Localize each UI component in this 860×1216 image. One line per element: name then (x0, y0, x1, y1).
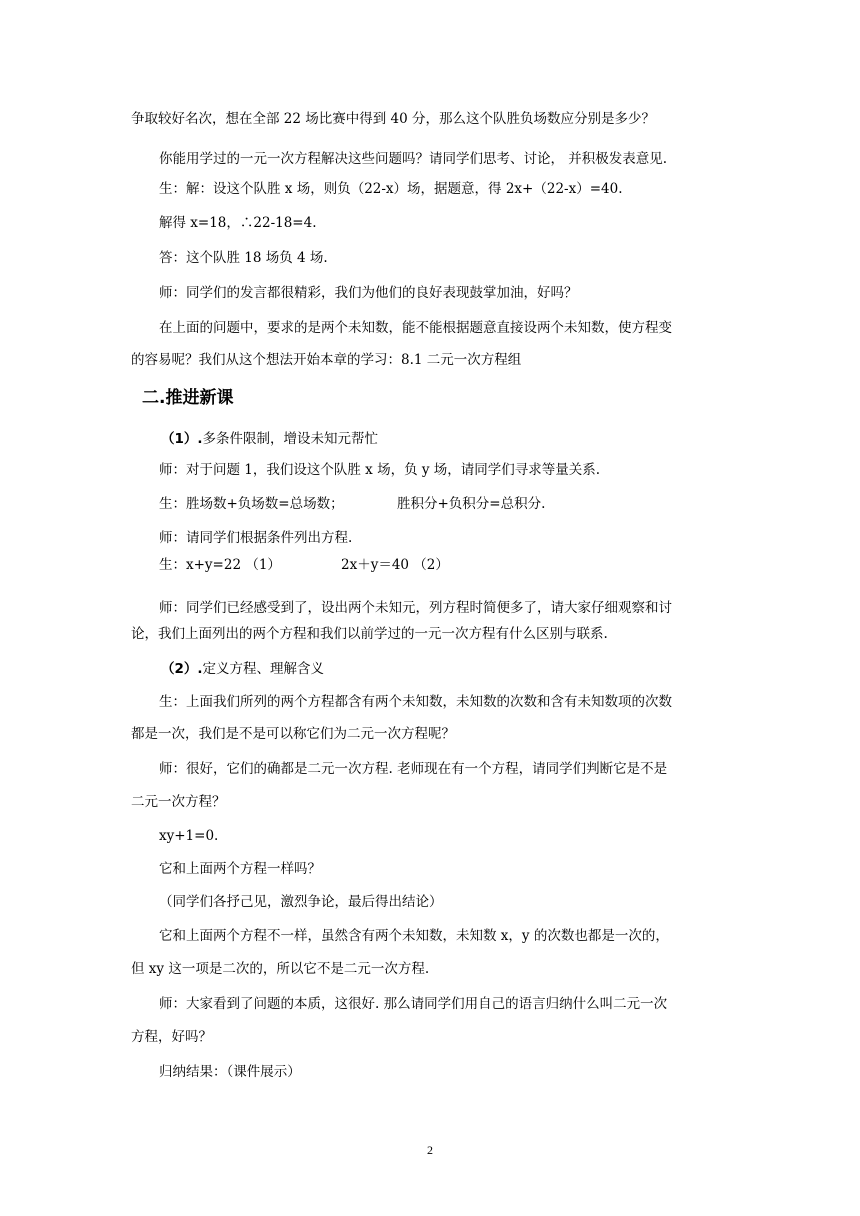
subsection-title: 定义方程、理解含义 (202, 661, 325, 677)
paragraph-line: 生：上面我们所列的两个方程都含有两个未知数，未知数的次数和含有未知数项的次数 (159, 694, 672, 710)
paragraph-line: 师：同学们已经感受到了，设出两个未知元，列方程时简便多了，请大家仔细观察和讨 (159, 600, 672, 616)
paragraph-line: 师：对于问题 1，我们设这个队胜 x 场，负 y 场，请同学们寻求等量关系. (159, 462, 601, 478)
paragraph-line: 归纳结果：（课件展示） (159, 1064, 301, 1080)
equation-line: 生：x+y=22 （1） (159, 557, 281, 573)
page-number: 2 (427, 1143, 433, 1157)
paragraph-line: 二元一次方程？ (131, 794, 226, 810)
paragraph-line: 在上面的问题中，要求的是两个未知数，能不能根据题意直接设两个未知数，使方程变 (159, 320, 672, 336)
paragraph-line: 胜积分+负积分=总积分. (397, 496, 546, 512)
paragraph-line: 都是一次，我们是不是可以称它们为二元一次方程呢？ (131, 726, 455, 742)
paragraph-line: 但 xy 这一项是二次的，所以它不是二元一次方程. (131, 961, 430, 977)
paragraph-line: 你能用学过的一元一次方程解决这些问题吗？请同学们思考、讨论， 并积极发表意见. (159, 151, 668, 167)
paragraph-line: 的容易呢？我们从这个想法开始本章的学习：8.1 二元一次方程组 (131, 352, 522, 368)
paragraph-line: 解得 x=18，∴22-18=4. (159, 215, 317, 231)
paragraph-line: （同学们各抒己见，激烈争论，最后得出结论） (159, 894, 443, 910)
subsection-number: （2）. (161, 661, 203, 677)
paragraph-line: 师：很好，它们的确都是二元一次方程. 老师现在有一个方程，请同学们判断它是不是 (159, 761, 668, 777)
paragraph-line: 师：请同学们根据条件列出方程. (159, 530, 353, 546)
paragraph-line: 论，我们上面列出的两个方程和我们以前学过的一元一次方程有什么区别与联系. (131, 626, 608, 642)
subsection-heading-2 (161, 659, 324, 679)
paragraph-line: 方程，好吗？ (131, 1029, 212, 1045)
subsection-heading-1 (161, 429, 378, 449)
paragraph-line: 答：这个队胜 18 场负 4 场. (159, 250, 328, 266)
subsection-number: （1）. (161, 431, 203, 447)
paragraph-line: 生：解：设这个队胜 x 场，则负（22-x）场，据题意，得 2x+（22-x）=40. (159, 181, 623, 197)
subsection-title: 多条件限制，增设未知元帮忙 (202, 431, 379, 447)
paragraph-line: 争取较好名次，想在全部 22 场比赛中得到 40 分，那么这个队胜负场数应分别是多少？ (131, 111, 656, 127)
section-heading: 二.推进新课 (142, 388, 234, 408)
equation-line: 2x＋y＝40 （2） (341, 557, 449, 573)
paragraph-line: 它和上面两个方程一样吗？ (159, 861, 321, 877)
paragraph-line: 师：同学们的发言都很精彩，我们为他们的良好表现鼓掌加油，好吗？ (159, 285, 578, 301)
paragraph-line: 师：大家看到了问题的本质，这很好. 那么请同学们用自己的语言归纳什么叫二元一次 (159, 996, 668, 1012)
equation-line: xy+1=0. (159, 828, 219, 844)
paragraph-line: 它和上面两个方程不一样，虽然含有两个未知数，未知数 x，y 的次数也都是一次的， (159, 928, 669, 944)
paragraph-line: 生：胜场数+负场数=总场数； (159, 496, 344, 512)
